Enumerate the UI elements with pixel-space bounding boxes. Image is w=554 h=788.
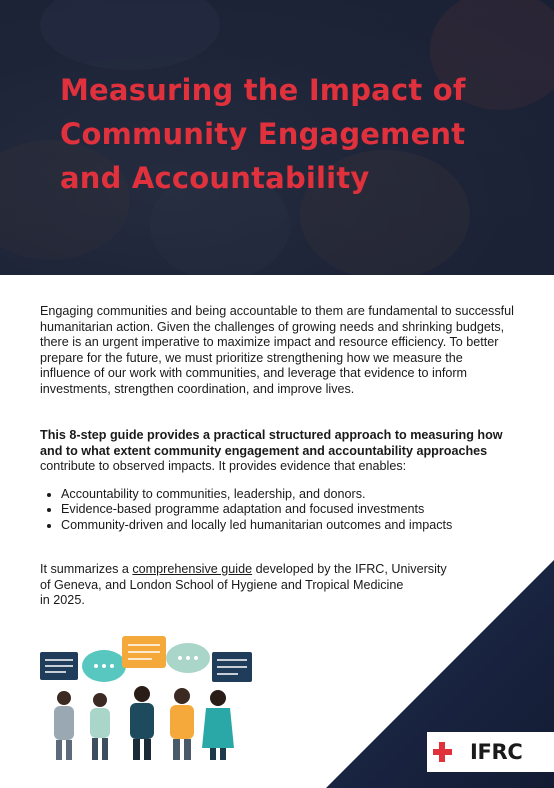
title-line: Measuring the Impact of [60,73,466,107]
summary-text: developed by the IFRC, University of Geneva, and London School of Hygiene and Tropical Medicine [40,562,447,592]
summary-text: It summarizes a [40,562,133,576]
page-title [60,68,520,200]
hero-banner [0,0,554,275]
title-line: Community Engagement [60,117,466,151]
lead-bold-text: This 8-step guide provides a practical structured approach to measuring how and to what extent community engagement and accountability approaches [40,428,503,458]
logo-text: IFRC [470,740,523,764]
title-line: and Accountability [60,161,370,195]
summary-year: in 2025. [40,593,85,608]
speech-bubble-icon [166,643,210,673]
comprehensive-guide-link[interactable]: comprehensive guide [132,562,253,576]
benefits-list [40,487,452,533]
speech-bubble-icon [82,650,126,682]
list-item: • Accountability to communities, leadership, and donors. [61,487,452,502]
person-figure [202,690,234,760]
speech-bubble-icon [212,652,252,682]
red-cross-red-crescent-icon [433,741,467,763]
person-figure [90,693,110,760]
intro-paragraph: Engaging communities and being accountable to them are fundamental to successful humanitarian action. Given the challenges of growing needs and shrinking budgets, there is an urgent imperative to maximize impact and resource efficiency. To better prepare for the future, we must prioritize strengthening how we measure the influence of our work with communities, and leverage that evidence to inform investments, strengthen coordination, and improve lives. [40,304,514,396]
lead-text: contribute to observed impacts. It provides evidence that enables: [40,459,407,474]
lead-paragraph [40,428,514,475]
speech-bubble-icon [122,636,166,668]
person-figure [130,686,154,760]
person-figure [54,691,74,760]
ifrc-logo [427,732,554,772]
speech-bubble-icon [40,652,78,680]
person-figure [170,688,194,760]
list-item: • Community-driven and locally led humanitarian outcomes and impacts [61,518,452,533]
main-content [40,304,514,608]
list-item: • Evidence-based programme adaptation and focused investments [61,502,452,517]
summary-paragraph [40,562,460,609]
community-speech-bubbles-illustration [38,632,256,762]
